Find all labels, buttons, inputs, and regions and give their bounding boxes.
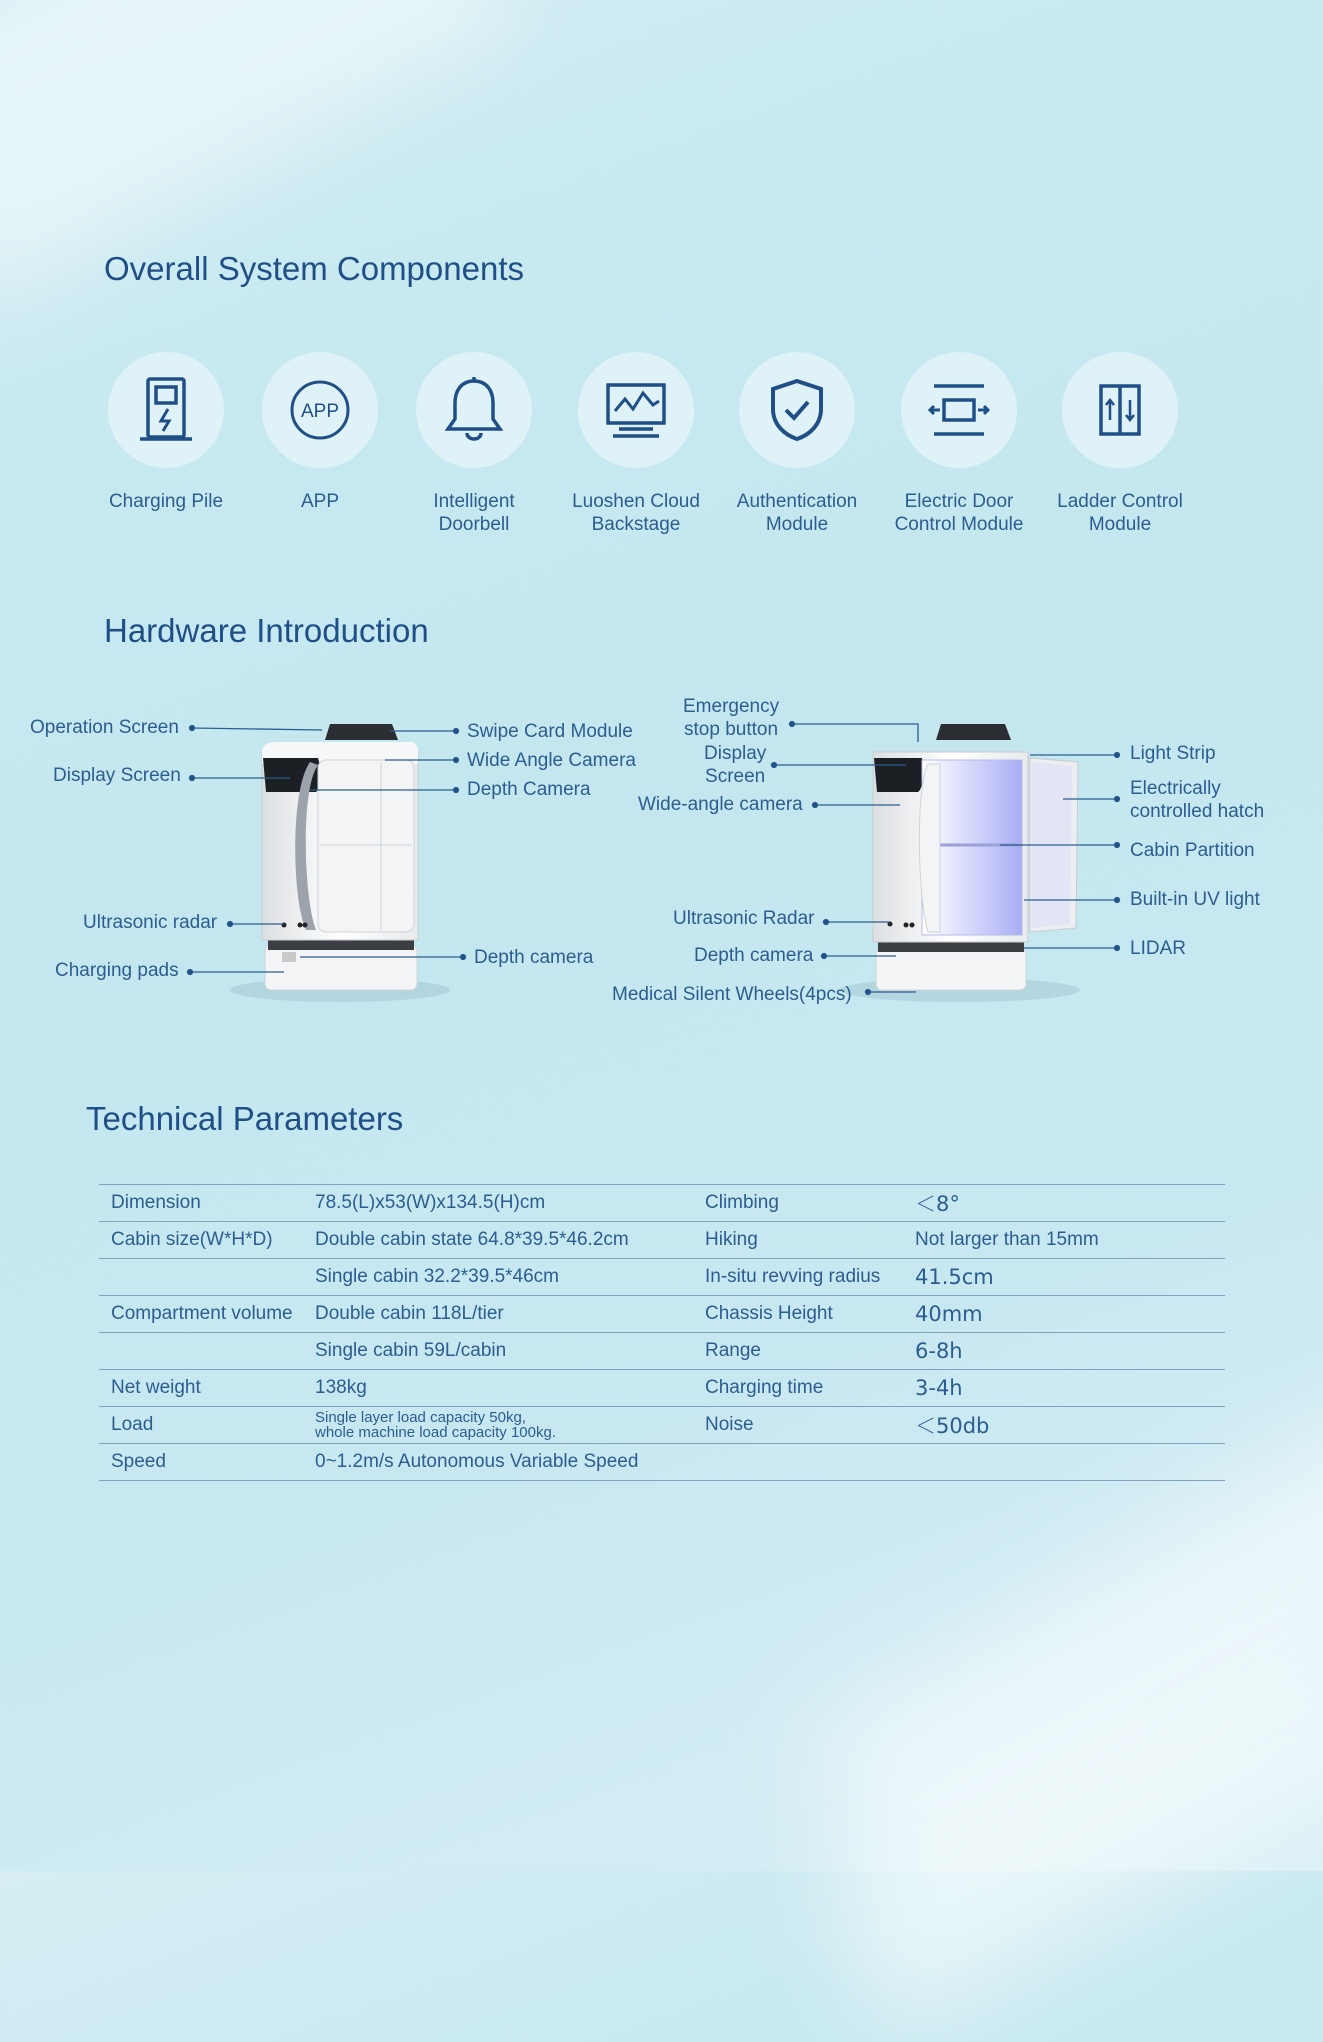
param-name (99, 1259, 303, 1296)
callout-display-screen-right: Display Screen (704, 743, 767, 787)
param-name: Chassis Height (693, 1296, 903, 1333)
param-value: ＜8° (903, 1185, 1225, 1222)
param-value: ＜50db (903, 1407, 1225, 1444)
param-name: Compartment volume (99, 1296, 303, 1333)
table-row (99, 1370, 1225, 1407)
component-label: Intelligent Doorbell (433, 491, 515, 535)
param-name (693, 1444, 903, 1481)
table-row (99, 1222, 1225, 1259)
callout-display-screen: Display Screen (53, 765, 181, 786)
callout-ultrasonic-radar: Ultrasonic radar (83, 912, 218, 933)
param-name: In-situ revving radius (693, 1259, 903, 1296)
callout-operation-screen: Operation Screen (30, 717, 179, 738)
table-row (99, 1407, 1225, 1444)
param-value: Single cabin 59L/cabin (303, 1333, 693, 1370)
callout-depth-camera-bottom: Depth camera (474, 947, 594, 968)
param-name: Hiking (693, 1222, 903, 1259)
param-name: Noise (693, 1407, 903, 1444)
callout-electric-hatch: Electrically controlled hatch (1130, 778, 1265, 822)
hardware-diagram (0, 0, 1323, 1010)
callout-uv-light: Built-in UV light (1130, 889, 1260, 910)
callout-depth-camera-top: Depth Camera (467, 779, 591, 800)
callout-depth-camera-right: Depth camera (694, 945, 814, 966)
params-table (99, 1184, 1225, 1481)
param-value: 0~1.2m/s Autonomous Variable Speed (303, 1444, 693, 1481)
callout-light-strip: Light Strip (1130, 743, 1216, 764)
component-label: Ladder Control Module (1057, 491, 1183, 535)
component-label: Charging Pile (108, 491, 224, 512)
table-row (99, 1444, 1225, 1481)
robot-right-image (840, 724, 1080, 1002)
param-name: Charging time (693, 1370, 903, 1407)
callout-lidar: LIDAR (1130, 938, 1186, 959)
param-name: Range (693, 1333, 903, 1370)
callout-emergency-stop: Emergency stop button (683, 696, 780, 740)
param-value: Single cabin 32.2*39.5*46cm (303, 1259, 693, 1296)
param-value: 6-8h (903, 1333, 1225, 1370)
callout-cabin-partition: Cabin Partition (1130, 840, 1255, 861)
callout-wide-angle-camera-right: Wide-angle camera (638, 794, 803, 815)
param-name: Climbing (693, 1185, 903, 1222)
param-value: Not larger than 15mm (903, 1222, 1225, 1259)
callout-ultrasonic-radar-right: Ultrasonic Radar (673, 908, 815, 929)
callout-swipe-card-module: Swipe Card Module (467, 721, 633, 742)
param-name: Net weight (99, 1370, 303, 1407)
param-value: Double cabin state 64.8*39.5*46.2cm (303, 1222, 693, 1259)
table-row (99, 1259, 1225, 1296)
param-name: Dimension (99, 1185, 303, 1222)
param-value: 41.5cm (903, 1259, 1225, 1296)
hardware-title: Hardware Introduction (104, 612, 429, 649)
param-name: Load (99, 1407, 303, 1444)
param-value: 138kg (303, 1370, 693, 1407)
components-title: Overall System Components (104, 250, 524, 287)
param-value (903, 1444, 1225, 1481)
param-name: Speed (99, 1444, 303, 1481)
param-value: Double cabin 118L/tier (303, 1296, 693, 1333)
params-title: Technical Parameters (86, 1100, 404, 1137)
param-name (99, 1333, 303, 1370)
param-value: 3-4h (903, 1370, 1225, 1407)
app-icon-text: APP (300, 401, 340, 422)
callout-charging-pads: Charging pads (55, 960, 179, 981)
component-label: APP (300, 491, 340, 512)
table-row (99, 1333, 1225, 1370)
table-row (99, 1185, 1225, 1222)
component-label: Luoshen Cloud Backstage (572, 491, 700, 535)
component-label: Electric Door Control Module (894, 491, 1024, 535)
param-value: Single layer load capacity 50kg, whole machine load capacity 100kg. (303, 1407, 693, 1444)
callout-wide-angle-camera: Wide Angle Camera (467, 750, 636, 771)
param-value: 40mm (903, 1296, 1225, 1333)
component-label: Authentication Module (736, 491, 858, 535)
robot-left-image (230, 724, 450, 1002)
table-row (99, 1296, 1225, 1333)
callout-medical-wheels: Medical Silent Wheels(4pcs) (612, 984, 852, 1005)
param-value: 78.5(L)x53(W)x134.5(H)cm (303, 1185, 693, 1222)
param-name: Cabin size(W*H*D) (99, 1222, 303, 1259)
